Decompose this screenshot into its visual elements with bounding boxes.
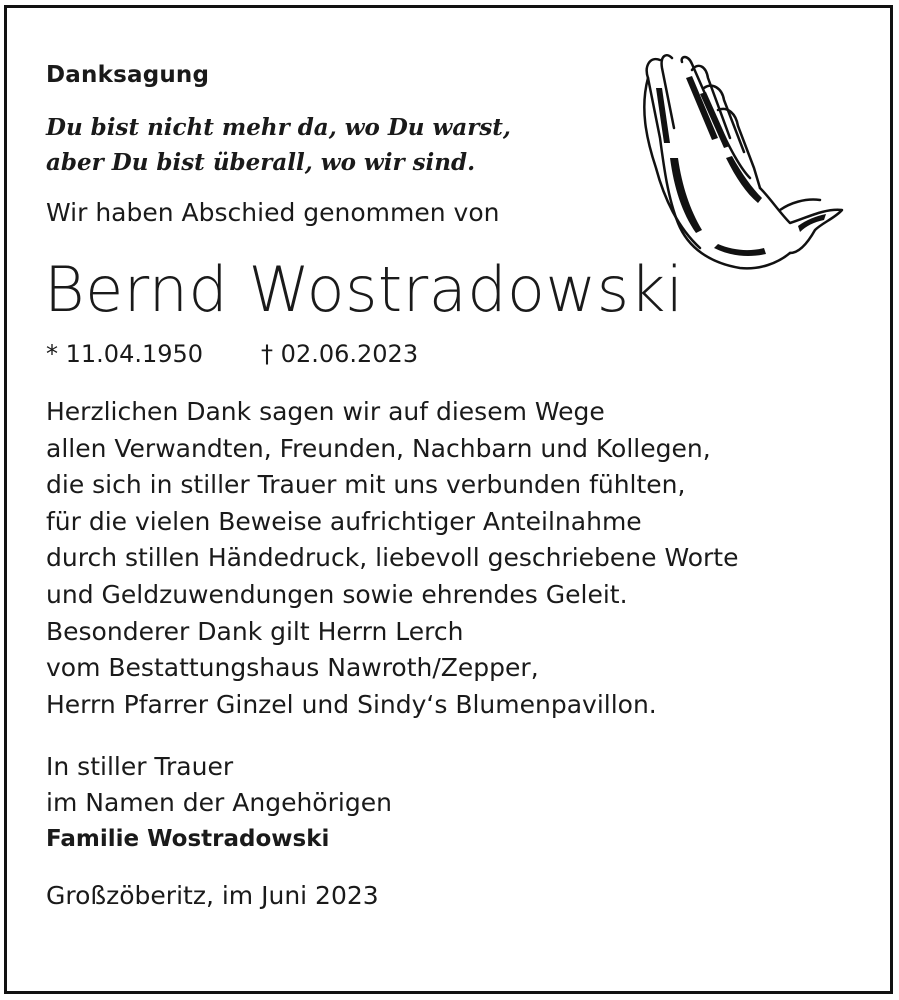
thank-you-text xyxy=(46,394,846,723)
closing-line: In stiller Trauer xyxy=(46,752,234,782)
deceased-name: Bernd Wostradowski xyxy=(44,253,684,326)
death-date: † 02.06.2023 xyxy=(261,340,419,368)
closing-block xyxy=(46,749,846,857)
motto-line: Du bist nicht mehr da, wo Du warst, xyxy=(46,114,511,141)
notice-heading: Danksagung xyxy=(46,62,210,88)
life-dates xyxy=(46,340,846,368)
place-date: Großzöberitz, im Juni 2023 xyxy=(46,881,379,911)
motto-line: aber Du bist überall, wo wir sind. xyxy=(46,149,476,176)
body-line: allen Verwandten, Freunden, Nachbarn und Kollegen, xyxy=(46,433,711,463)
body-line: Besonderer Dank gilt Herrn Lerch xyxy=(46,616,464,646)
notice-content xyxy=(46,62,846,910)
body-line: vom Bestattungshaus Nawroth/Zepper, xyxy=(46,653,539,683)
intro-text: Wir haben Abschied genommen von xyxy=(46,198,500,227)
body-line: Herzlichen Dank sagen wir auf diesem Wege xyxy=(46,397,605,426)
body-line: durch stillen Händedruck, liebevoll geschriebene Worte xyxy=(46,543,739,573)
body-line: für die vielen Beweise aufrichtiger Anteilnahme xyxy=(46,506,642,536)
family-signature: Familie Wostradowski xyxy=(46,826,330,853)
body-line: die sich in stiller Trauer mit uns verbunden fühlten, xyxy=(46,470,686,500)
motto xyxy=(46,110,846,180)
closing-line: im Namen der Angehörigen xyxy=(46,788,392,818)
body-line: Herrn Pfarrer Ginzel und Sindy‘s Blumenpavillon. xyxy=(46,689,657,719)
body-line: und Geldzuwendungen sowie ehrendes Geleit. xyxy=(46,579,628,609)
birth-date: * 11.04.1950 xyxy=(46,340,204,368)
